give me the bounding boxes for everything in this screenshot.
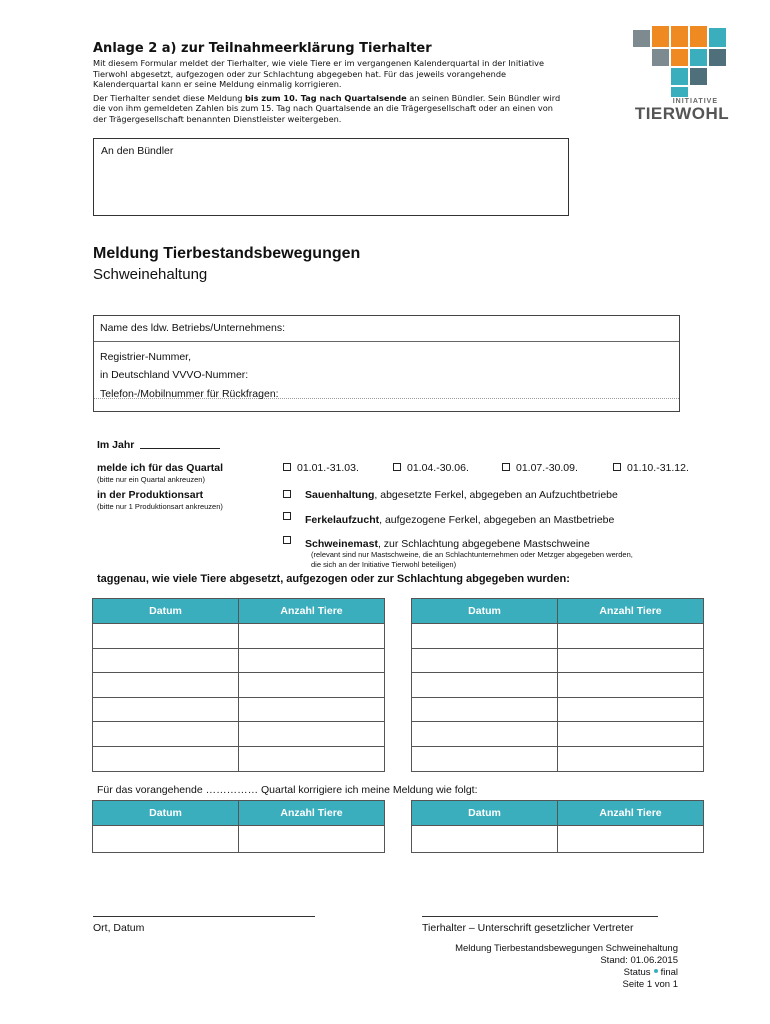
count-cell[interactable]: [558, 697, 704, 722]
logo-square-gray-2: [652, 49, 669, 66]
quarter-option-4[interactable]: [613, 462, 689, 474]
col-datum: Datum: [93, 801, 239, 826]
schweinemast-desc: , zur Schlachtung abgegebene Mastschweine: [377, 538, 590, 550]
table-row: [412, 722, 704, 747]
table-row: [412, 648, 704, 673]
table-row: [412, 826, 704, 853]
production-option-ferkelaufzucht[interactable]: [283, 512, 614, 526]
col-datum: Datum: [93, 599, 239, 624]
quarter-3-checkbox[interactable]: [502, 463, 510, 471]
count-cell[interactable]: [239, 722, 385, 747]
address-box[interactable]: [93, 138, 569, 216]
date-cell[interactable]: [93, 746, 239, 771]
address-label: An den Bündler: [101, 145, 174, 157]
logo-square-teal-1: [709, 28, 726, 47]
table-row: [93, 624, 385, 649]
schweinemast-name: Schweinemast: [305, 538, 378, 550]
signature-label: Tierhalter – Unterschrift gesetzlicher Vertreter: [422, 922, 634, 934]
footer-status-value: final: [660, 967, 678, 978]
section-subtitle: Schweinehaltung: [93, 266, 208, 283]
footer: [455, 943, 678, 991]
footer-status-label: Status: [623, 967, 651, 978]
date-cell[interactable]: [412, 697, 558, 722]
intro-p2-deadline: bis zum 10. Tag nach Quartalsende: [245, 92, 407, 103]
count-cell[interactable]: [558, 746, 704, 771]
table-row: [93, 697, 385, 722]
footer-status: [455, 967, 678, 979]
bullet-icon: [654, 969, 658, 973]
logo-square-orange-2: [671, 26, 688, 47]
date-cell[interactable]: [93, 673, 239, 698]
schweinemast-checkbox[interactable]: [283, 536, 291, 544]
count-cell[interactable]: [239, 624, 385, 649]
logo-square-teal-2: [690, 49, 707, 66]
section-title: Meldung Tierbestandsbewegungen: [93, 245, 361, 262]
logo-square-gray: [633, 30, 650, 47]
count-cell[interactable]: [239, 697, 385, 722]
footer-page: Seite 1 von 1: [622, 979, 678, 990]
ferkelaufzucht-name: Ferkelaufzucht: [305, 514, 380, 526]
farm-name-field[interactable]: [94, 316, 679, 342]
intro-paragraph-2: [93, 93, 563, 125]
quarter-4-label: 01.10.-31.12.: [627, 462, 689, 474]
production-option-schweinemast[interactable]: [283, 536, 590, 550]
phone-field[interactable]: [94, 385, 679, 400]
table-header-row: [93, 801, 385, 826]
production-option-sauenhaltung[interactable]: [283, 489, 618, 501]
logo-square-orange-3: [690, 26, 707, 47]
quarter-1-label: 01.01.-31.03.: [297, 462, 359, 474]
table-row: [93, 746, 385, 771]
quarter-option-2[interactable]: [393, 462, 469, 474]
logo-square-teal-3: [671, 68, 688, 85]
table-header-row: [412, 599, 704, 624]
movements-table-left: [92, 598, 385, 772]
movements-table-right: [411, 598, 704, 772]
count-cell[interactable]: [558, 673, 704, 698]
date-cell[interactable]: [412, 673, 558, 698]
col-anzahl-tiere: Anzahl Tiere: [558, 801, 704, 826]
registration-label: Registrier-Nummer,: [100, 351, 192, 363]
phone-label: Telefon-/Mobilnummer für Rückfragen:: [100, 388, 279, 400]
question-text: taggenau, wie viele Tiere abgesetzt, aufgezogen oder zur Schlachtung abgegeben wurden:: [97, 573, 570, 585]
col-datum: Datum: [412, 801, 558, 826]
logo-initiative: INITIATIVE: [672, 98, 718, 105]
logo-square-dark: [709, 49, 726, 66]
place-date-line[interactable]: [93, 916, 315, 917]
table-header-row: [412, 801, 704, 826]
table-row: [412, 697, 704, 722]
schweinemast-note-2: die sich an der Initiative Tierwohl beteiligen): [311, 560, 457, 569]
table-row: [412, 673, 704, 698]
date-cell[interactable]: [93, 624, 239, 649]
footer-doc-name: Meldung Tierbestandsbewegungen Schweinehaltung: [455, 943, 678, 954]
col-anzahl-tiere: Anzahl Tiere: [558, 599, 704, 624]
table-row: [412, 624, 704, 649]
count-cell[interactable]: [239, 648, 385, 673]
place-date-label: Ort, Datum: [93, 922, 145, 934]
col-anzahl-tiere: Anzahl Tiere: [239, 801, 385, 826]
sauenhaltung-name: Sauenhaltung: [305, 489, 375, 501]
quarter-4-checkbox[interactable]: [613, 463, 621, 471]
table-row: [412, 746, 704, 771]
count-cell[interactable]: [558, 648, 704, 673]
ferkelaufzucht-checkbox[interactable]: [283, 512, 291, 520]
quarter-label: melde ich für das Quartal: [97, 462, 224, 474]
quarter-3-label: 01.07.-30.09.: [516, 462, 578, 474]
year-blank-field[interactable]: [140, 439, 220, 449]
table-row: [93, 826, 385, 853]
quarter-2-label: 01.04.-30.06.: [407, 462, 469, 474]
table-row: [93, 722, 385, 747]
year-row: [97, 439, 220, 451]
count-cell[interactable]: [558, 624, 704, 649]
date-cell[interactable]: [412, 826, 558, 853]
form-title: Anlage 2 a) zur Teilnahmeerklärung Tierhalter: [93, 41, 432, 56]
intro-p2-start: Der Tierhalter sendet diese Meldung: [93, 92, 245, 103]
quarter-hint: (bitte nur ein Quartal ankreuzen): [97, 475, 205, 484]
date-cell[interactable]: [93, 722, 239, 747]
quarter-1-checkbox[interactable]: [283, 463, 291, 471]
date-cell[interactable]: [412, 722, 558, 747]
table-header-row: [93, 599, 385, 624]
production-label: in der Produktionsart: [97, 489, 204, 501]
footer-date: Stand: 01.06.2015: [600, 955, 678, 966]
logo-square-orange-1: [652, 26, 669, 47]
table-row: [93, 648, 385, 673]
count-cell[interactable]: [558, 826, 704, 853]
year-label: Im Jahr: [97, 439, 135, 451]
intro-text: [93, 58, 563, 127]
logo-square-dark-2: [690, 68, 707, 85]
correction-table-left: [92, 800, 385, 853]
col-datum: Datum: [412, 599, 558, 624]
logo-square-orange-4: [671, 49, 688, 66]
col-anzahl-tiere: Anzahl Tiere: [239, 599, 385, 624]
count-cell[interactable]: [239, 746, 385, 771]
quarter-option-3[interactable]: [502, 462, 578, 474]
sauenhaltung-checkbox[interactable]: [283, 490, 291, 498]
table-row: [93, 673, 385, 698]
sauenhaltung-desc: , abgesetzte Ferkel, abgegeben an Aufzuchtbetriebe: [374, 489, 618, 501]
intro-p2-end: an seinen Bündler. Sein Bündler wird die von ihm gemeldeten Zahlen bis zum 15. Tag nach Quartalsende an die Trägergesellschaft oder an einen von der Trägergesellschaft benannten Dienstleister weitergeben.: [93, 92, 561, 124]
schweinemast-note-1: (relevant sind nur Mastschweine, die an Schlachtunternehmen oder Metzger abgegeben werden,: [311, 550, 633, 559]
date-cell[interactable]: [93, 648, 239, 673]
date-cell[interactable]: [412, 648, 558, 673]
count-cell[interactable]: [239, 826, 385, 853]
vvvo-label: in Deutschland VVVO-Nummer:: [100, 369, 249, 381]
production-hint: (bitte nur 1 Produktionsart ankreuzen): [97, 502, 223, 511]
count-cell[interactable]: [239, 673, 385, 698]
date-cell[interactable]: [412, 624, 558, 649]
logo-wordmark: [632, 98, 732, 124]
farm-info-box: [93, 315, 680, 412]
count-cell[interactable]: [558, 722, 704, 747]
intro-paragraph-1: Mit diesem Formular meldet der Tierhalter, wie viele Tiere er im vergangenen Kalenderquartal in der Initiative Tierwohl abgesetzt, aufgezogen oder zur Schlachtung abgegeben hat. Für das jeweils vorangehende Kalenderquartal kann er seine Meldung einmalig korrigieren.: [93, 58, 545, 89]
correction-table-right: [411, 800, 704, 853]
logo-tierwohl: TIERWOHL: [634, 104, 730, 123]
date-cell[interactable]: [93, 697, 239, 722]
quarter-option-1[interactable]: [283, 462, 359, 474]
date-cell[interactable]: [412, 746, 558, 771]
logo-square-teal-4: [671, 87, 688, 97]
quarter-2-checkbox[interactable]: [393, 463, 401, 471]
correction-text: Für das vorangehende …………… Quartal korrigiere ich meine Meldung wie folgt:: [97, 784, 478, 796]
date-cell[interactable]: [93, 826, 239, 853]
ferkelaufzucht-desc: , aufgezogene Ferkel, abgegeben an Mastbetriebe: [379, 514, 615, 526]
signature-line[interactable]: [422, 916, 658, 917]
farm-name-label: Name des ldw. Betriebs/Unternehmens:: [100, 322, 286, 334]
